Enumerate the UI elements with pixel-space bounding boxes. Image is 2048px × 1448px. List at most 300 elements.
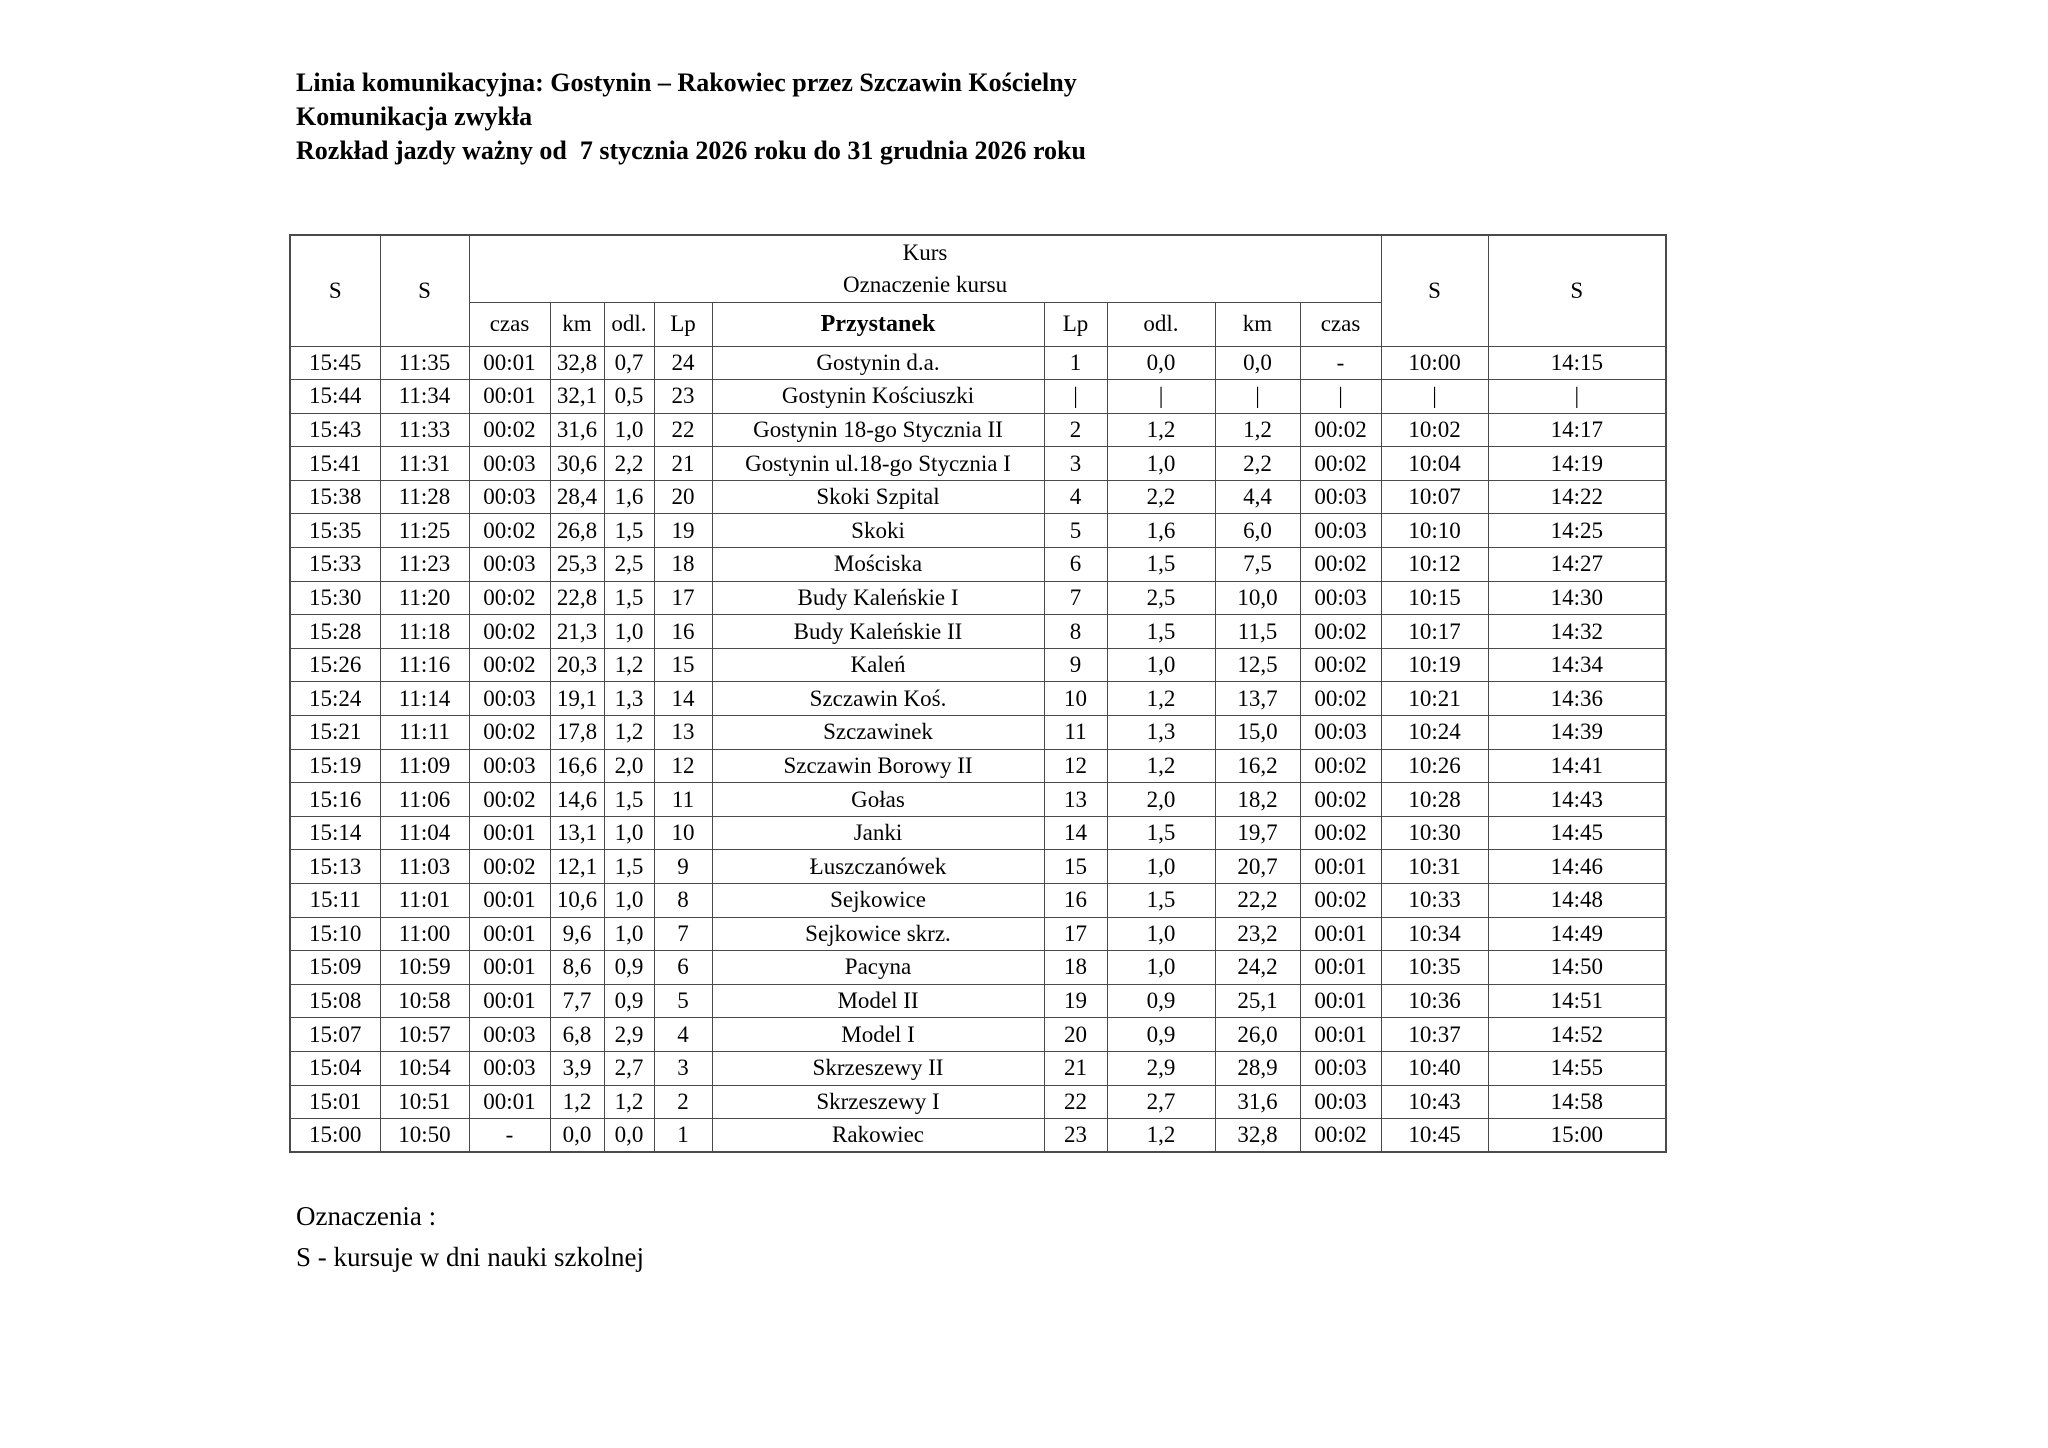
cell-s-left-1: 15:01 <box>290 1085 380 1119</box>
legend-heading: Oznaczenia : <box>296 1201 437 1231</box>
cell-przystanek: Kaleń <box>712 648 1044 682</box>
cell-odl-right: 1,2 <box>1107 413 1215 447</box>
cell-odl-right: 2,2 <box>1107 480 1215 514</box>
cell-czas-right: 00:02 <box>1300 1119 1381 1153</box>
cell-km-right: 18,2 <box>1215 783 1300 817</box>
cell-czas-right: 00:03 <box>1300 480 1381 514</box>
cell-odl-left: 0,9 <box>604 984 654 1018</box>
table-row <box>290 615 1666 649</box>
cell-s-left-1: 15:33 <box>290 548 380 582</box>
timetable-body <box>290 346 1666 1152</box>
cell-lp-right: 18 <box>1044 951 1107 985</box>
cell-odl-right: 2,0 <box>1107 783 1215 817</box>
cell-s-right-1: 10:45 <box>1381 1119 1488 1153</box>
cell-s-right-1: 10:37 <box>1381 1018 1488 1052</box>
cell-s-left-2: 11:03 <box>380 850 469 884</box>
cell-lp-left: 24 <box>654 346 712 380</box>
cell-przystanek: Gostynin 18-go Stycznia II <box>712 413 1044 447</box>
cell-s-left-1: 15:26 <box>290 648 380 682</box>
timetable <box>289 234 1667 1153</box>
cell-km-left: 16,6 <box>550 749 604 783</box>
cell-przystanek: Sejkowice skrz. <box>712 917 1044 951</box>
cell-czas-left: 00:02 <box>469 716 550 750</box>
cell-s-right-1: 10:21 <box>1381 682 1488 716</box>
subheader-odl-right: odl. <box>1107 302 1215 346</box>
cell-s-left-2: 10:58 <box>380 984 469 1018</box>
cell-s-right-2: 14:17 <box>1488 413 1666 447</box>
cell-s-right-2: 14:51 <box>1488 984 1666 1018</box>
cell-odl-right: 2,9 <box>1107 1051 1215 1085</box>
cell-km-right: 31,6 <box>1215 1085 1300 1119</box>
cell-odl-left: 1,3 <box>604 682 654 716</box>
cell-odl-left: 2,5 <box>604 548 654 582</box>
cell-s-right-2: 14:41 <box>1488 749 1666 783</box>
cell-przystanek: Skrzeszewy II <box>712 1051 1044 1085</box>
cell-przystanek: Pacyna <box>712 951 1044 985</box>
cell-s-right-2: 14:45 <box>1488 816 1666 850</box>
cell-czas-right: 00:03 <box>1300 581 1381 615</box>
cell-czas-left: 00:01 <box>469 346 550 380</box>
cell-przystanek: Mościska <box>712 548 1044 582</box>
cell-s-right-2: 14:52 <box>1488 1018 1666 1052</box>
cell-odl-right: 1,5 <box>1107 615 1215 649</box>
cell-km-right: 20,7 <box>1215 850 1300 884</box>
table-row <box>290 514 1666 548</box>
table-row <box>290 1051 1666 1085</box>
cell-czas-right: 00:01 <box>1300 984 1381 1018</box>
cell-s-right-1: 10:33 <box>1381 884 1488 918</box>
cell-czas-right: - <box>1300 346 1381 380</box>
cell-s-right-1: 10:35 <box>1381 951 1488 985</box>
subheader-km-left: km <box>550 302 604 346</box>
cell-czas-right: 00:03 <box>1300 514 1381 548</box>
cell-s-right-1: 10:31 <box>1381 850 1488 884</box>
table-row <box>290 480 1666 514</box>
cell-odl-right: 0,0 <box>1107 346 1215 380</box>
cell-km-right: 23,2 <box>1215 917 1300 951</box>
cell-przystanek: Model II <box>712 984 1044 1018</box>
cell-km-right: 1,2 <box>1215 413 1300 447</box>
subheader-lp-right: Lp <box>1044 302 1107 346</box>
cell-s-right-1: 10:15 <box>1381 581 1488 615</box>
cell-lp-right: 6 <box>1044 548 1107 582</box>
kurs-title: Kurs <box>902 239 948 265</box>
cell-czas-left: 00:03 <box>469 682 550 716</box>
cell-km-right: 22,2 <box>1215 884 1300 918</box>
cell-czas-right: 00:01 <box>1300 1018 1381 1052</box>
cell-s-left-2: 10:54 <box>380 1051 469 1085</box>
cell-przystanek: Rakowiec <box>712 1119 1044 1153</box>
cell-s-right-2: 14:43 <box>1488 783 1666 817</box>
table-row <box>290 816 1666 850</box>
cell-km-left: 20,3 <box>550 648 604 682</box>
cell-km-right: 26,0 <box>1215 1018 1300 1052</box>
cell-km-left: 32,8 <box>550 346 604 380</box>
cell-s-left-2: 10:59 <box>380 951 469 985</box>
cell-odl-right: 2,7 <box>1107 1085 1215 1119</box>
cell-czas-left: 00:02 <box>469 581 550 615</box>
cell-km-left: 17,8 <box>550 716 604 750</box>
cell-czas-left: 00:01 <box>469 984 550 1018</box>
cell-lp-left: 8 <box>654 884 712 918</box>
cell-przystanek: Gołas <box>712 783 1044 817</box>
cell-przystanek: Model I <box>712 1018 1044 1052</box>
cell-odl-left: 1,0 <box>604 917 654 951</box>
cell-odl-left: 1,0 <box>604 816 654 850</box>
cell-lp-left: 6 <box>654 951 712 985</box>
cell-s-right-1: 10:00 <box>1381 346 1488 380</box>
cell-km-left: 19,1 <box>550 682 604 716</box>
cell-s-left-1: 15:43 <box>290 413 380 447</box>
cell-czas-left: 00:02 <box>469 648 550 682</box>
cell-km-left: 1,2 <box>550 1085 604 1119</box>
cell-km-left: 13,1 <box>550 816 604 850</box>
cell-s-left-2: 11:35 <box>380 346 469 380</box>
cell-odl-right: 1,0 <box>1107 447 1215 481</box>
cell-czas-left: 00:02 <box>469 615 550 649</box>
cell-lp-left: 20 <box>654 480 712 514</box>
cell-km-right: | <box>1215 380 1300 414</box>
cell-s-left-2: 11:04 <box>380 816 469 850</box>
cell-czas-left: 00:03 <box>469 548 550 582</box>
cell-km-left: 31,6 <box>550 413 604 447</box>
cell-s-left-2: 11:06 <box>380 783 469 817</box>
cell-s-right-1: 10:24 <box>1381 716 1488 750</box>
cell-czas-right: 00:02 <box>1300 548 1381 582</box>
cell-lp-right: 5 <box>1044 514 1107 548</box>
cell-s-left-1: 15:10 <box>290 917 380 951</box>
cell-odl-left: 1,5 <box>604 783 654 817</box>
cell-s-right-1: 10:36 <box>1381 984 1488 1018</box>
cell-km-right: 13,7 <box>1215 682 1300 716</box>
cell-czas-right: 00:03 <box>1300 1051 1381 1085</box>
cell-s-left-2: 11:00 <box>380 917 469 951</box>
cell-km-right: 7,5 <box>1215 548 1300 582</box>
table-row <box>290 951 1666 985</box>
cell-odl-left: 1,2 <box>604 716 654 750</box>
cell-s-right-2: 14:22 <box>1488 480 1666 514</box>
cell-s-right-1: 10:43 <box>1381 1085 1488 1119</box>
table-row <box>290 380 1666 414</box>
cell-lp-right: 12 <box>1044 749 1107 783</box>
cell-km-right: 28,9 <box>1215 1051 1300 1085</box>
cell-s-right-2: 14:36 <box>1488 682 1666 716</box>
cell-s-left-2: 11:34 <box>380 380 469 414</box>
cell-s-left-2: 10:50 <box>380 1119 469 1153</box>
cell-km-left: 26,8 <box>550 514 604 548</box>
cell-odl-right: 1,0 <box>1107 850 1215 884</box>
cell-przystanek: Budy Kaleńskie II <box>712 615 1044 649</box>
cell-km-left: 7,7 <box>550 984 604 1018</box>
cell-czas-left: 00:02 <box>469 413 550 447</box>
table-row <box>290 984 1666 1018</box>
cell-lp-right: 16 <box>1044 884 1107 918</box>
cell-odl-right: 1,0 <box>1107 917 1215 951</box>
cell-s-left-2: 11:33 <box>380 413 469 447</box>
cell-odl-left: 1,0 <box>604 615 654 649</box>
cell-km-left: 3,9 <box>550 1051 604 1085</box>
cell-czas-left: 00:03 <box>469 447 550 481</box>
cell-odl-left: 0,7 <box>604 346 654 380</box>
cell-s-right-1: 10:26 <box>1381 749 1488 783</box>
cell-lp-right: 22 <box>1044 1085 1107 1119</box>
subheader-odl-left: odl. <box>604 302 654 346</box>
cell-s-right-2: 14:55 <box>1488 1051 1666 1085</box>
cell-lp-right: 9 <box>1044 648 1107 682</box>
cell-s-right-1: 10:40 <box>1381 1051 1488 1085</box>
cell-odl-left: 1,5 <box>604 581 654 615</box>
cell-przystanek: Szczawin Borowy II <box>712 749 1044 783</box>
table-row <box>290 346 1666 380</box>
header-s-left-2: S <box>380 235 469 346</box>
cell-lp-right: 2 <box>1044 413 1107 447</box>
table-row <box>290 1085 1666 1119</box>
table-row <box>290 447 1666 481</box>
cell-lp-right: 8 <box>1044 615 1107 649</box>
cell-s-left-1: 15:16 <box>290 783 380 817</box>
table-row <box>290 850 1666 884</box>
legend-s-description: S - kursuje w dni nauki szkolnej <box>296 1242 644 1272</box>
header-row-main <box>290 235 1666 302</box>
cell-s-right-2: 14:39 <box>1488 716 1666 750</box>
title-block <box>296 66 1086 168</box>
cell-odl-right: 1,2 <box>1107 1119 1215 1153</box>
cell-km-left: 21,3 <box>550 615 604 649</box>
cell-czas-left: 00:02 <box>469 514 550 548</box>
cell-odl-left: 1,0 <box>604 884 654 918</box>
cell-czas-right: 00:01 <box>1300 850 1381 884</box>
cell-s-right-1: 10:12 <box>1381 548 1488 582</box>
cell-s-right-1: 10:10 <box>1381 514 1488 548</box>
cell-czas-right: 00:02 <box>1300 783 1381 817</box>
cell-lp-left: 17 <box>654 581 712 615</box>
cell-przystanek: Łuszczanówek <box>712 850 1044 884</box>
cell-przystanek: Janki <box>712 816 1044 850</box>
cell-odl-left: 1,2 <box>604 648 654 682</box>
cell-lp-left: 11 <box>654 783 712 817</box>
cell-s-left-2: 11:31 <box>380 447 469 481</box>
cell-lp-left: 14 <box>654 682 712 716</box>
cell-s-right-2: 14:34 <box>1488 648 1666 682</box>
cell-s-left-1: 15:14 <box>290 816 380 850</box>
cell-lp-left: 7 <box>654 917 712 951</box>
cell-km-right: 16,2 <box>1215 749 1300 783</box>
cell-km-left: 6,8 <box>550 1018 604 1052</box>
cell-odl-right: 2,5 <box>1107 581 1215 615</box>
header-kurs <box>469 235 1381 302</box>
cell-s-left-2: 11:18 <box>380 615 469 649</box>
cell-lp-right: 15 <box>1044 850 1107 884</box>
table-row <box>290 783 1666 817</box>
cell-odl-right: 1,2 <box>1107 749 1215 783</box>
cell-odl-left: 2,9 <box>604 1018 654 1052</box>
table-row <box>290 648 1666 682</box>
cell-odl-right: 1,5 <box>1107 816 1215 850</box>
cell-s-left-1: 15:08 <box>290 984 380 1018</box>
cell-s-right-1: 10:34 <box>1381 917 1488 951</box>
cell-lp-right: 19 <box>1044 984 1107 1018</box>
cell-km-left: 10,6 <box>550 884 604 918</box>
cell-s-right-2: 14:27 <box>1488 548 1666 582</box>
cell-odl-left: 1,5 <box>604 850 654 884</box>
timetable-header <box>290 235 1666 346</box>
cell-czas-right: 00:02 <box>1300 615 1381 649</box>
cell-km-left: 30,6 <box>550 447 604 481</box>
cell-s-right-2: 14:50 <box>1488 951 1666 985</box>
cell-km-left: 28,4 <box>550 480 604 514</box>
cell-km-left: 22,8 <box>550 581 604 615</box>
cell-lp-left: 22 <box>654 413 712 447</box>
cell-odl-right: | <box>1107 380 1215 414</box>
cell-lp-right: 23 <box>1044 1119 1107 1153</box>
cell-odl-left: 1,2 <box>604 1085 654 1119</box>
cell-lp-left: 16 <box>654 615 712 649</box>
cell-km-right: 11,5 <box>1215 615 1300 649</box>
cell-lp-left: 23 <box>654 380 712 414</box>
communication-type: Komunikacja zwykła <box>296 102 533 131</box>
cell-czas-left: 00:01 <box>469 380 550 414</box>
cell-odl-left: 1,0 <box>604 413 654 447</box>
cell-s-right-2: 14:49 <box>1488 917 1666 951</box>
cell-s-right-2: 14:15 <box>1488 346 1666 380</box>
cell-odl-right: 1,5 <box>1107 548 1215 582</box>
cell-lp-right: 17 <box>1044 917 1107 951</box>
cell-czas-left: 00:03 <box>469 1051 550 1085</box>
cell-odl-right: 1,6 <box>1107 514 1215 548</box>
header-s-right-1: S <box>1381 235 1488 346</box>
cell-czas-left: 00:02 <box>469 850 550 884</box>
cell-odl-right: 0,9 <box>1107 1018 1215 1052</box>
subheader-lp-left: Lp <box>654 302 712 346</box>
cell-odl-right: 1,2 <box>1107 682 1215 716</box>
cell-odl-right: 1,0 <box>1107 648 1215 682</box>
cell-s-left-1: 15:07 <box>290 1018 380 1052</box>
cell-odl-left: 0,5 <box>604 380 654 414</box>
cell-lp-left: 10 <box>654 816 712 850</box>
legend-block <box>296 1196 644 1278</box>
cell-km-left: 32,1 <box>550 380 604 414</box>
cell-lp-right: 1 <box>1044 346 1107 380</box>
cell-s-left-1: 15:45 <box>290 346 380 380</box>
cell-s-left-1: 15:21 <box>290 716 380 750</box>
table-row <box>290 548 1666 582</box>
table-row <box>290 581 1666 615</box>
cell-km-left: 12,1 <box>550 850 604 884</box>
cell-km-right: 25,1 <box>1215 984 1300 1018</box>
cell-przystanek: Szczawinek <box>712 716 1044 750</box>
cell-lp-right: 10 <box>1044 682 1107 716</box>
cell-czas-right: | <box>1300 380 1381 414</box>
cell-s-right-2: 14:30 <box>1488 581 1666 615</box>
cell-s-right-2: 14:58 <box>1488 1085 1666 1119</box>
cell-s-right-1: 10:28 <box>1381 783 1488 817</box>
cell-czas-right: 00:02 <box>1300 682 1381 716</box>
cell-s-left-1: 15:04 <box>290 1051 380 1085</box>
cell-przystanek: Skoki Szpital <box>712 480 1044 514</box>
cell-s-left-2: 11:20 <box>380 581 469 615</box>
table-row <box>290 716 1666 750</box>
cell-s-left-2: 11:23 <box>380 548 469 582</box>
cell-s-left-2: 10:57 <box>380 1018 469 1052</box>
cell-s-right-1: | <box>1381 380 1488 414</box>
cell-czas-left: 00:01 <box>469 951 550 985</box>
cell-s-left-1: 15:24 <box>290 682 380 716</box>
cell-km-right: 4,4 <box>1215 480 1300 514</box>
cell-km-right: 10,0 <box>1215 581 1300 615</box>
cell-czas-left: 00:01 <box>469 816 550 850</box>
table-row <box>290 884 1666 918</box>
cell-czas-left: 00:01 <box>469 917 550 951</box>
cell-odl-left: 1,6 <box>604 480 654 514</box>
cell-s-right-2: 14:32 <box>1488 615 1666 649</box>
cell-lp-left: 1 <box>654 1119 712 1153</box>
cell-km-right: 19,7 <box>1215 816 1300 850</box>
cell-lp-right: | <box>1044 380 1107 414</box>
cell-lp-left: 4 <box>654 1018 712 1052</box>
validity-period: Rozkład jazdy ważny od 7 stycznia 2026 roku do 31 grudnia 2026 roku <box>296 136 1086 165</box>
cell-s-right-1: 10:17 <box>1381 615 1488 649</box>
cell-s-right-1: 10:30 <box>1381 816 1488 850</box>
cell-czas-left: - <box>469 1119 550 1153</box>
cell-czas-left: 00:03 <box>469 1018 550 1052</box>
cell-s-left-1: 15:11 <box>290 884 380 918</box>
cell-czas-right: 00:02 <box>1300 749 1381 783</box>
cell-s-left-1: 15:35 <box>290 514 380 548</box>
cell-lp-left: 12 <box>654 749 712 783</box>
cell-s-left-1: 15:28 <box>290 615 380 649</box>
cell-s-left-2: 11:25 <box>380 514 469 548</box>
cell-lp-right: 11 <box>1044 716 1107 750</box>
cell-odl-right: 1,3 <box>1107 716 1215 750</box>
cell-km-left: 0,0 <box>550 1119 604 1153</box>
cell-lp-right: 20 <box>1044 1018 1107 1052</box>
table-row <box>290 682 1666 716</box>
cell-czas-right: 00:02 <box>1300 816 1381 850</box>
cell-przystanek: Gostynin Kościuszki <box>712 380 1044 414</box>
cell-s-right-1: 10:02 <box>1381 413 1488 447</box>
header-s-right-2: S <box>1488 235 1666 346</box>
cell-przystanek: Budy Kaleńskie I <box>712 581 1044 615</box>
cell-s-right-2: 14:46 <box>1488 850 1666 884</box>
cell-s-left-2: 11:01 <box>380 884 469 918</box>
cell-lp-right: 7 <box>1044 581 1107 615</box>
cell-km-right: 12,5 <box>1215 648 1300 682</box>
cell-km-left: 14,6 <box>550 783 604 817</box>
subheader-czas-right: czas <box>1300 302 1381 346</box>
cell-czas-left: 00:01 <box>469 884 550 918</box>
cell-przystanek: Gostynin ul.18-go Stycznia I <box>712 447 1044 481</box>
cell-s-left-1: 15:44 <box>290 380 380 414</box>
cell-km-right: 15,0 <box>1215 716 1300 750</box>
cell-lp-right: 14 <box>1044 816 1107 850</box>
cell-lp-left: 21 <box>654 447 712 481</box>
cell-lp-left: 5 <box>654 984 712 1018</box>
cell-s-right-2: 14:48 <box>1488 884 1666 918</box>
cell-czas-right: 00:02 <box>1300 447 1381 481</box>
cell-lp-left: 3 <box>654 1051 712 1085</box>
cell-czas-right: 00:02 <box>1300 413 1381 447</box>
cell-s-left-2: 11:16 <box>380 648 469 682</box>
cell-czas-right: 00:01 <box>1300 951 1381 985</box>
cell-s-left-2: 11:14 <box>380 682 469 716</box>
cell-czas-right: 00:01 <box>1300 917 1381 951</box>
cell-s-left-1: 15:41 <box>290 447 380 481</box>
cell-czas-right: 00:02 <box>1300 884 1381 918</box>
cell-lp-left: 19 <box>654 514 712 548</box>
cell-odl-left: 0,0 <box>604 1119 654 1153</box>
cell-km-left: 25,3 <box>550 548 604 582</box>
cell-s-left-2: 11:28 <box>380 480 469 514</box>
